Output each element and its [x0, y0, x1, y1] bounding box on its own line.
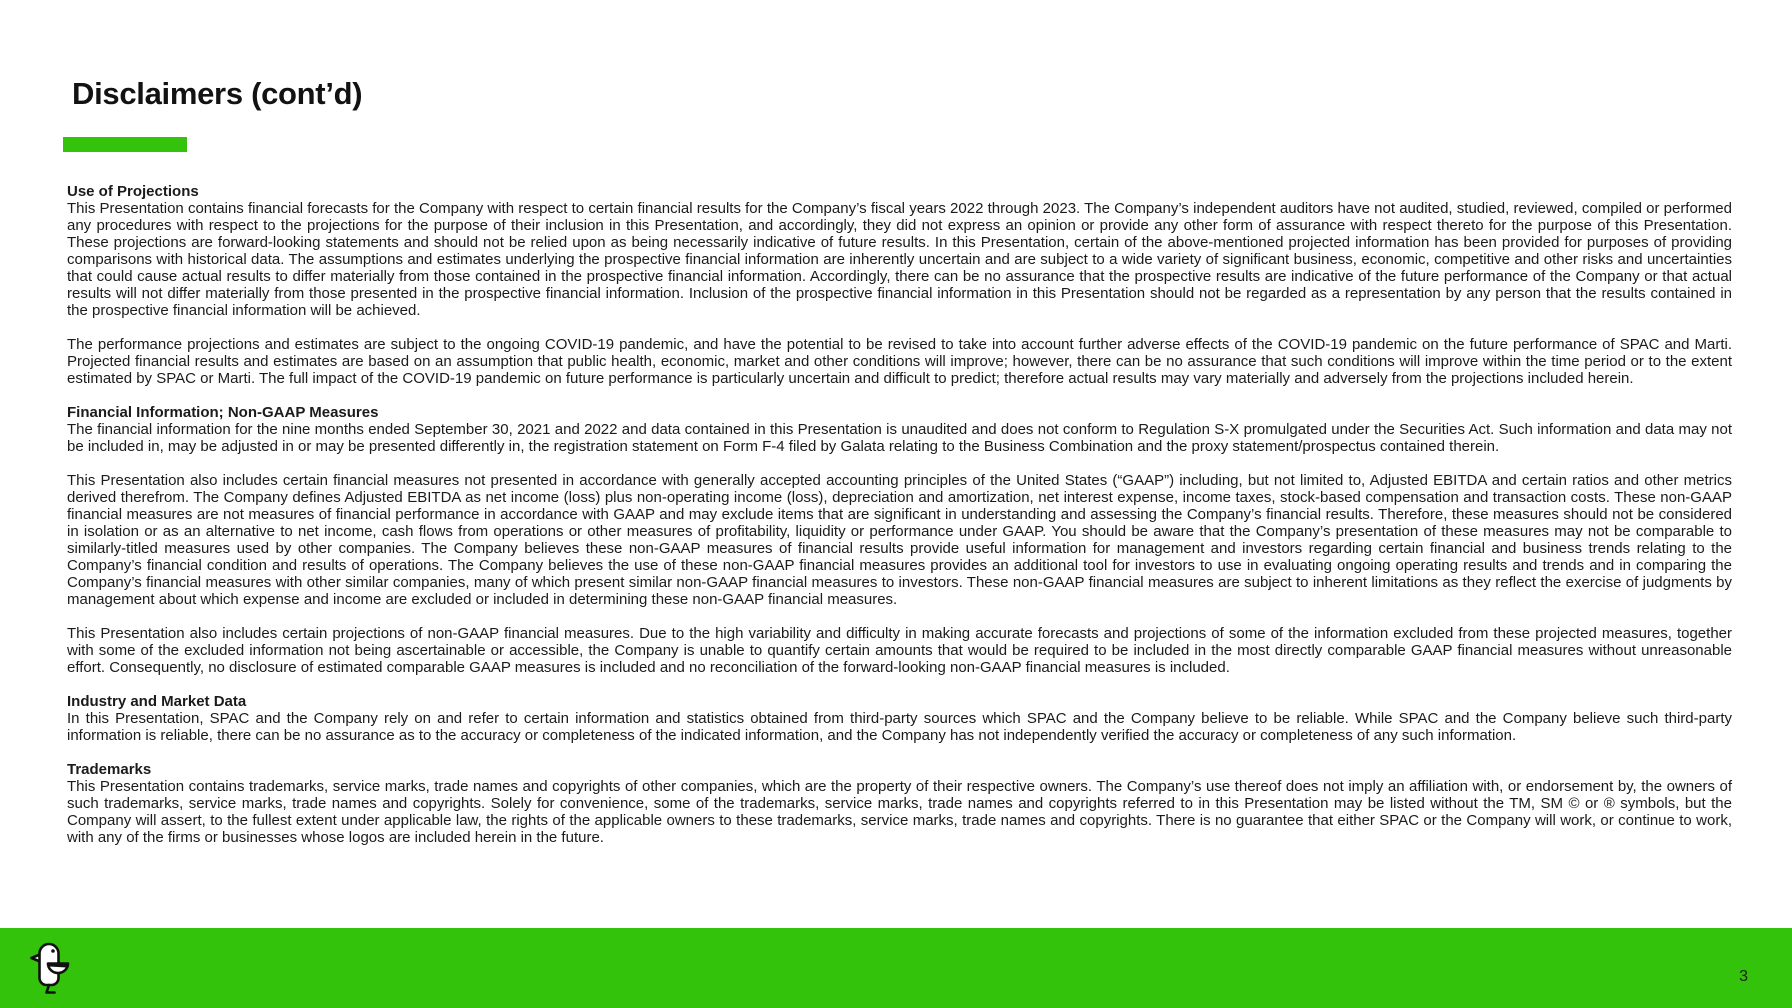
paragraph-use-of-projections-1: This Presentation contains financial forecasts for the Company with respect to certain financial results for the Company’s fiscal years 2022 through 2023. The Company’s independent auditors have not audited, studied, reviewed, compiled or performed any procedures with respect to the projections for the purpose of their inclusion in this Presentation, and accordingly, they did not express an opinion or provide any other form of assurance with respect thereto for the purpose of this Presentation. These projections are forward-looking statements and should not be relied upon as being necessarily indicative of future results. In this Presentation, certain of the above-mentioned projected information has been provided for purposes of providing comparisons with historical data. The assumptions and estimates underlying the prospective financial information are inherently uncertain and are subject to a wide variety of significant business, economic, competitive and other risks and uncertainties that could cause actual results to differ materially from those contained in the prospective financial information. Accordingly, there can be no assurance that the prospective results are indicative of the future performance of the Company or that actual results will not differ materially from those presented in the prospective financial information. Inclusion of the prospective financial information in this Presentation should not be regarded as a representation by any person that the results contained in the prospective financial information will be achieved. — [67, 200, 1732, 319]
marti-seagull-mascot-icon — [28, 940, 72, 998]
page-number: 3 — [1739, 968, 1748, 985]
page-title: Disclaimers (cont’d) — [72, 76, 363, 111]
section-heading-trademarks: Trademarks — [67, 761, 152, 778]
section-heading-financial-information: Financial Information; Non-GAAP Measures — [67, 404, 379, 421]
paragraph-financial-information-1: The financial information for the nine months ended September 30, 2021 and 2022 and data contained in this Presentation is unaudited and does not conform to Regulation S-X promulgated under the Securities Act. Such information and data may not be included in, may be adjusted in or may be presented differently in, the registration statement on Form F-4 filed by Galata relating to the Business Combination and the proxy statement/prospectus contained therein. — [67, 421, 1732, 455]
paragraph-financial-information-2: This Presentation also includes certain financial measures not presented in accordance with generally accepted accounting principles of the United States (“GAAP”) including, but not limited to, Adjusted EBITDA and certain ratios and other metrics derived therefrom. The Company defines Adjusted EBITDA as net income (loss) plus non-operating income (loss), depreciation and amortization, net interest expense, income taxes, stock-based compensation and transaction costs. These non-GAAP financial measures are not measures of financial performance in accordance with GAAP and may exclude items that are significant in understanding and assessing the Company’s financial results. Therefore, these measures should not be considered in isolation or as an alternative to net income, cash flows from operations or other measures of profitability, liquidity or performance under GAAP. You should be aware that the Company’s presentation of these measures may not be comparable to similarly-titled measures used by other companies. The Company believes these non-GAAP measures of financial results provide useful information for management and investors regarding certain financial and business trends relating to the Company’s financial condition and results of operations. The Company believes the use of these non-GAAP financial measures provides an additional tool for investors to use in evaluating ongoing operating results and trends and in comparing the Company’s financial measures with other similar companies, many of which present similar non-GAAP financial measures to investors. These non-GAAP financial measures are subject to inherent limitations as they reflect the exercise of judgments by management about which expense and income are excluded or included in determining these non-GAAP financial measures. — [67, 472, 1732, 608]
paragraph-trademarks-1: This Presentation contains trademarks, service marks, trade names and copyrights of other companies, which are the property of their respective owners. The Company’s use thereof does not imply an affiliation with, or endorsement by, the owners of such trademarks, service marks, trade names and copyrights. Solely for convenience, some of the trademarks, service marks, trade names and copyrights referred to in this Presentation may be listed without the TM, SM © or ® symbols, but the Company will assert, to the fullest extent under applicable law, the rights of the applicable owners to these trademarks, service marks, trade names and copyrights. There is no guarantee that either SPAC or the Company will work, or continue to work, with any of the firms or businesses whose logos are included herein in the future. — [67, 778, 1732, 846]
section-heading-use-of-projections: Use of Projections — [67, 183, 199, 200]
disclaimer-body — [67, 183, 1732, 846]
paragraph-industry-and-market-data-1: In this Presentation, SPAC and the Company rely on and refer to certain information and statistics obtained from third-party sources which SPAC and the Company believe to be reliable. While SPAC and the Company believe such third-party information is reliable, there can be no assurance as to the accuracy or completeness of the indicated information, and the Company has not independently verified the accuracy or completeness of any such information. — [67, 710, 1732, 744]
title-accent-bar — [63, 137, 187, 152]
paragraph-use-of-projections-2: The performance projections and estimates are subject to the ongoing COVID-19 pandemic, and have the potential to be revised to take into account further adverse effects of the COVID-19 pandemic on the future performance of SPAC and Marti. Projected financial results and estimates are based on an assumption that public health, economic, market and other conditions will improve; however, there can be no assurance that such conditions will improve within the time period or to the extent estimated by SPAC or Marti. The full impact of the COVID-19 pandemic on future performance is particularly uncertain and difficult to predict; therefore actual results may vary materially and adversely from the projections included herein. — [67, 336, 1732, 387]
footer-bar — [0, 928, 1792, 1008]
section-heading-industry-and-market-data: Industry and Market Data — [67, 693, 247, 710]
paragraph-financial-information-3: This Presentation also includes certain projections of non-GAAP financial measures. Due to the high variability and difficulty in making accurate forecasts and projections of some of the information excluded from these projected measures, together with some of the excluded information not being ascertainable or accessible, the Company is unable to quantify certain amounts that would be required to be included in the most directly comparable GAAP financial measures without unreasonable effort. Consequently, no disclosure of estimated comparable GAAP measures is included and no reconciliation of the forward-looking non-GAAP financial measures is included. — [67, 625, 1732, 676]
